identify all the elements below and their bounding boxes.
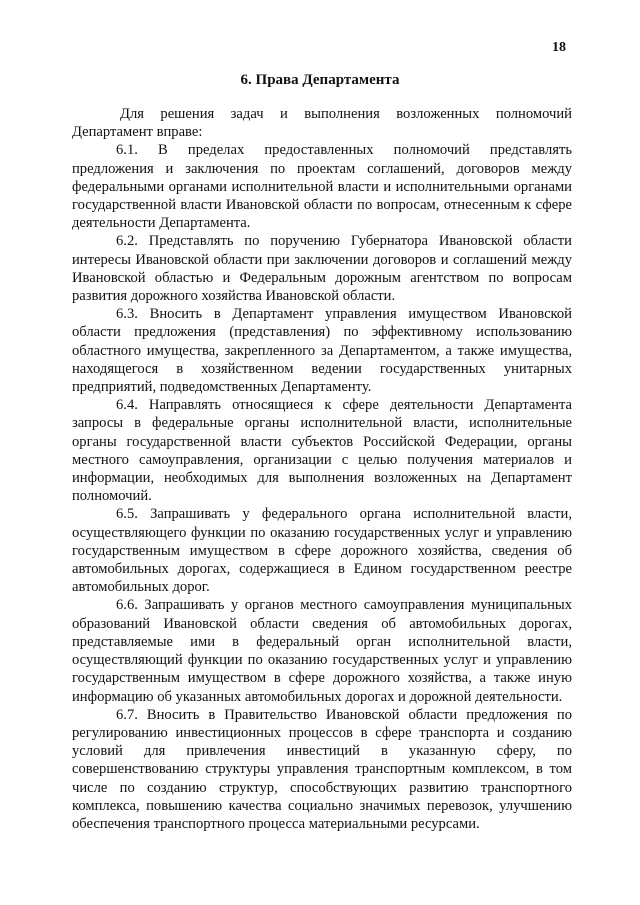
paragraph-6-7: 6.7. Вносить в Правительство Ивановской области предложения по регулированию инвестиционных процессов в сфере транспорта и созданию условий для привлечения инвестиций в указанную сферу, по совершенствованию структуры управления транспортным комплексом, в том числе по созданию структур, способствующих развитию транспортного комплекса, повышению качества социально значимых перевозок, улучшению обеспечения транспортного процесса материальными ресурсами. bbox=[72, 706, 572, 832]
section-body bbox=[72, 105, 572, 833]
paragraph-6-4: 6.4. Направлять относящиеся к сфере деятельности Департамента запросы в федеральные органы исполнительной власти, исполнительные органы государственной власти субъектов Российской Федерации, органы местного самоуправления, организации с целью получения материалов и информации, необходимых для выполнения возложенных на Департамент полномочий. bbox=[72, 397, 572, 505]
paragraph-intro: Для решения задач и выполнения возложенных полномочий Департамент вправе: bbox=[72, 106, 572, 141]
paragraph-6-3: 6.3. Вносить в Департамент управления имуществом Ивановской области предложения (представления) по эффективному использованию областного имущества, закрепленного за Департаментом, а также имущества, находящегося в хозяйственном ведении государственных унитарных предприятий, подведомственных Департаменту. bbox=[72, 306, 572, 396]
paragraph-6-5: 6.5. Запрашивать у федерального органа исполнительной власти, осуществляющего функции по оказанию государственных услуг и управлению государственным имуществом в сфере дорожного хозяйства, сведения об автомобильных дорогах, содержащиеся в Едином государственном реестре автомобильных дорог. bbox=[72, 506, 572, 596]
paragraph-6-1: 6.1. В пределах предоставленных полномочий представлять предложения и заключения по проектам соглашений, договоров между федеральными органами исполнительной власти и исполнительными органами государственной власти Ивановской области по вопросам, отнесенным к сфере деятельности Департамента. bbox=[72, 142, 572, 232]
paragraph-6-2: 6.2. Представлять по поручению Губернатора Ивановской области интересы Ивановской области при заключении договоров и соглашений между Ивановской областью и Федеральным дорожным агентством по вопросам развития дорожного хозяйства Ивановской области. bbox=[72, 233, 572, 305]
page-number: 18 bbox=[552, 40, 566, 55]
section-title: 6. Права Департамента bbox=[240, 72, 400, 88]
paragraph-6-6: 6.6. Запрашивать у органов местного самоуправления муниципальных образований Ивановской области сведения об автомобильных дорогах, представляемые ими в федеральный орган исполнительной власти, осуществляющий функции по оказанию государственных услуг и управлению государственным имуществом в сфере дорожного хозяйства, а также иную информацию об указанных автомобильных дорогах и дорожной деятельности. bbox=[72, 597, 572, 705]
